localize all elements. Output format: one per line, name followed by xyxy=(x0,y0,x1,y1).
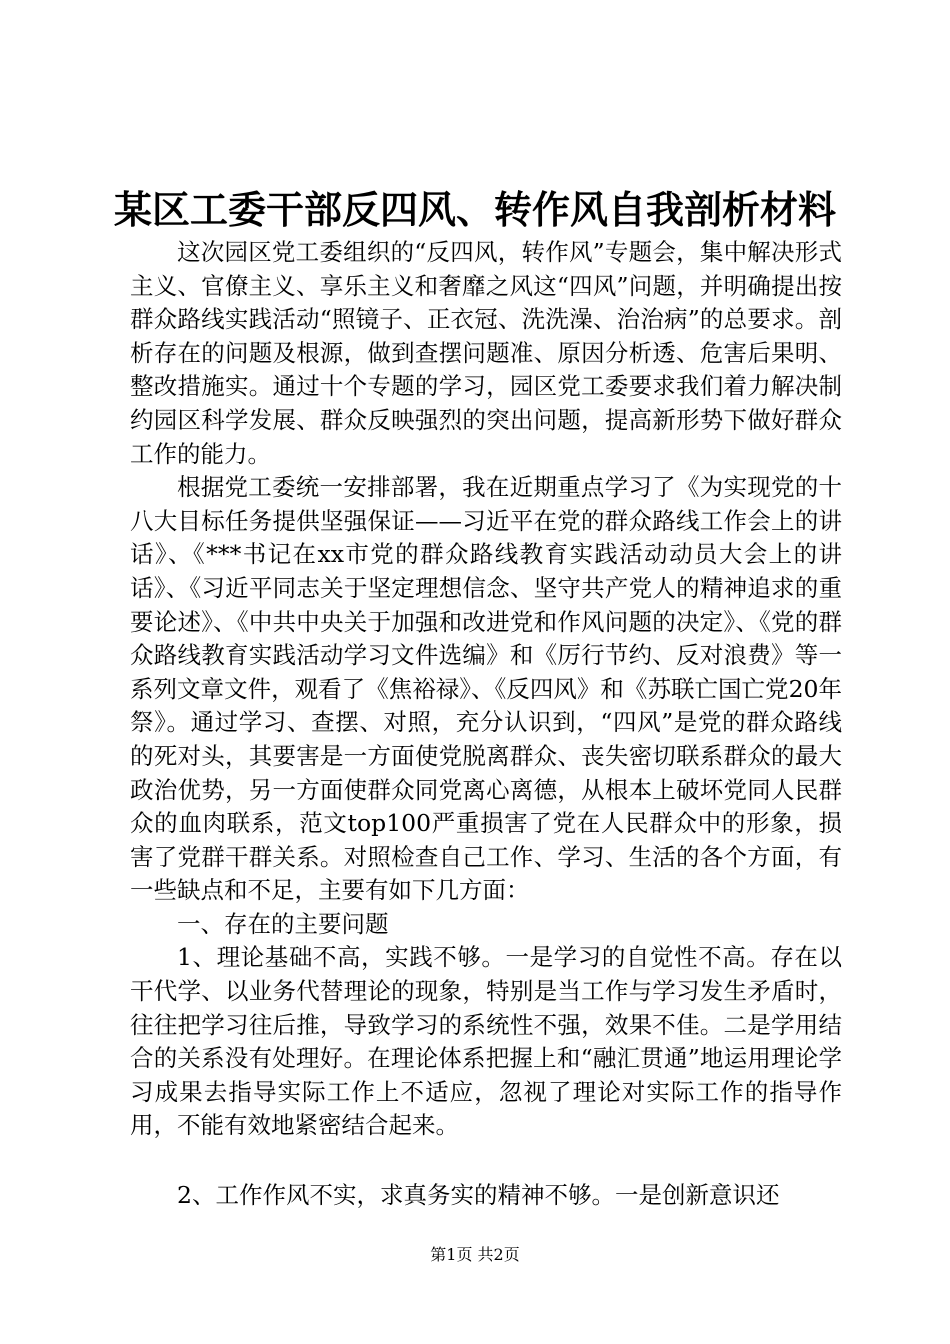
section-heading-problems: 一、存在的主要问题 xyxy=(177,909,389,938)
document-body xyxy=(130,236,842,1213)
page-footer: 第1页 共2页 xyxy=(430,1245,520,1264)
document-title: 某区工委干部反四风、转作风自我剖析材料 xyxy=(113,187,836,232)
paragraph-study: 根据党工委统一安排部署，我在近期重点学习了《为实现党的十八大目标任务提供坚强保证——习近平在党的群众路线工作会上的讲话》、《***书记在xx市党的群众路线教育实践活动动员大会上的讲话》、《习近平同志关于坚定理想信念、坚守共产党人的精神追求的重要论述》、《中共中央关于加强和改进党和作风问题的决定》、《党的群众路线教育实践活动学习文件选编》和《厉行节约、反对浪费》等一系列文章文件，观看了《焦裕禄》、《反四风》和《苏联亡国亡党20年祭》。通过学习、查摆、对照，充分认识到，“四风”是党的群众路线的死对头，其要害是一方面使党脱离群众、丧失密切联系群众的最大政治优势，另一方面使群众同党离心离德，从根本上破坏党同人民群众的血肉联系，范文top100严重损害了党在人民群众中的形象，损害了党群干群关系。对照检查自己工作、学习、生活的各个方面，有一些缺点和不足，主要有如下几方面： xyxy=(130,473,842,905)
paragraph-problem-1: 1、理论基础不高，实践不够。一是学习的自觉性不高。存在以干代学、以业务代替理论的现象，特别是当工作与学习发生矛盾时，往往把学习往后推，导致学习的系统性不强，效果不佳。二是学用结合的关系没有处理好。在理论体系把握上和“融汇贯通”地运用理论学习成果去指导实际工作上不适应，忽视了理论对实际工作的指导作用，不能有效地紧密结合起来。 xyxy=(130,943,842,1140)
paragraph-intro: 这次园区党工委组织的“反四风，转作风”专题会，集中解决形式主义、官僚主义、享乐主义和奢靡之风这“四风”问题，并明确提出按群众路线实践活动“照镜子、正衣冠、洗洗澡、治治病”的总要求。剖析存在的问题及根源，做到查摆问题准、原因分析透、危害后果明、整改措施实。通过十个专题的学习，园区党工委要求我们着力解决制约园区科学发展、群众反映强烈的突出问题，提高新形势下做好群众工作的能力。 xyxy=(130,238,842,468)
paragraph-problem-2: 2、工作作风不实，求真务实的精神不够。一是创新意识还 xyxy=(177,1181,780,1210)
